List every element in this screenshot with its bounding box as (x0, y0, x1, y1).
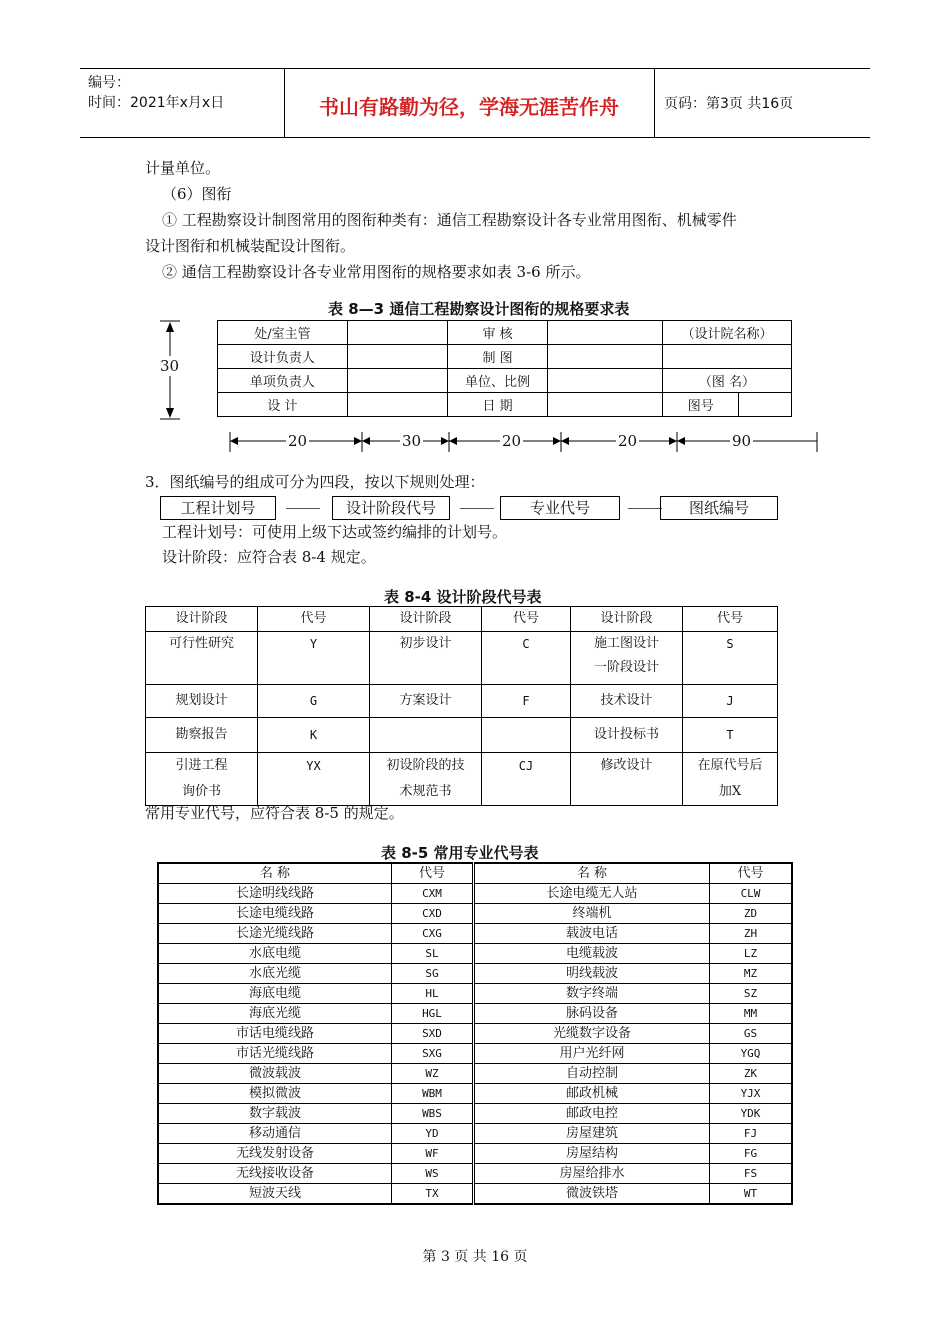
specialty-name-cell: 海底光缆 (158, 1004, 392, 1024)
table-header: 名 称 (474, 863, 710, 884)
specialty-name-cell: 数字载波 (158, 1104, 392, 1124)
specialty-name-cell: 光缆数字设备 (474, 1024, 710, 1044)
header-page-info: 页码：第3页 共16页 (664, 96, 794, 112)
table-header: 名 称 (158, 863, 392, 884)
table-row (158, 1024, 792, 1044)
table-cell: （图 名） (663, 369, 792, 393)
height-label: 30 (160, 357, 180, 375)
table-row (158, 884, 792, 904)
design-stage-table (145, 606, 778, 806)
specialty-code-cell: ZD (710, 904, 793, 924)
table-header: 代号 (482, 607, 571, 632)
specialty-name-cell: 长途光缆线路 (158, 924, 392, 944)
specialty-code-cell: SL (392, 944, 474, 964)
specialty-code-cell: FJ (710, 1124, 793, 1144)
code-segment-box: 设计阶段代号 (332, 496, 450, 520)
specialty-name-cell: 自动控制 (474, 1064, 710, 1084)
table-cell: 审 核 (447, 321, 547, 345)
specialty-code-cell: WS (392, 1164, 474, 1184)
specialty-code-cell: SZ (710, 984, 793, 1004)
specialty-name-cell: 长途电缆线路 (158, 904, 392, 924)
body-line: 设计阶段：应符合表 8-4 规定。 (162, 548, 376, 566)
specialty-name-cell: 短波天线 (158, 1184, 392, 1205)
specialty-code-cell: TX (392, 1184, 474, 1205)
header-number: 编号： (88, 75, 130, 91)
table-row (158, 964, 792, 984)
table-cell: 技术设计 (600, 693, 653, 708)
table-row (158, 1164, 792, 1184)
specialty-code-cell: WT (710, 1184, 793, 1205)
specialty-name-cell: 水底光缆 (158, 964, 392, 984)
header-motto: 书山有路勤为径，学海无涯苦作舟 (319, 95, 619, 119)
specialty-code-cell: MZ (710, 964, 793, 984)
specialty-code-cell: WBM (392, 1084, 474, 1104)
table-cell: Y (309, 637, 318, 651)
specialty-code-cell: YJX (710, 1084, 793, 1104)
table-header: 设计阶段 (571, 607, 683, 632)
specialty-code-cell: SG (392, 964, 474, 984)
specialty-code-cell: CXG (392, 924, 474, 944)
table-cell: 在原代号后 (697, 758, 763, 773)
table-row (158, 1124, 792, 1144)
table-cell (347, 369, 447, 393)
table-cell: YX (306, 759, 321, 773)
table-cell: 术规范书 (399, 784, 452, 799)
table-row (158, 1184, 792, 1205)
segment-connector (460, 508, 494, 509)
specialty-name-cell: 载波电话 (474, 924, 710, 944)
table-row (146, 753, 778, 806)
table-cell: 单项负责人 (218, 369, 348, 393)
table-row (146, 718, 778, 753)
width-label: 30 (402, 432, 422, 450)
table-row (158, 1064, 792, 1084)
table-cell: T (726, 728, 734, 742)
table-cell: C (522, 637, 530, 651)
table-cell (548, 393, 663, 417)
table-header: 设计阶段 (146, 607, 258, 632)
table-cell: 设 计 (218, 393, 348, 417)
table-cell: 询价书 (181, 784, 221, 799)
table-cell: S (726, 637, 734, 651)
body-line: 常用专业代号，应符合表 8-5 的规定。 (145, 804, 404, 822)
specialty-code-cell: CXM (392, 884, 474, 904)
table-row (158, 1104, 792, 1124)
code-segment-box: 专业代号 (500, 496, 620, 520)
table-caption: 表 8-5 常用专业代号表 (381, 844, 539, 862)
table-row (158, 1084, 792, 1104)
specialty-name-cell: 微波载波 (158, 1064, 392, 1084)
section-intro: 3．图纸编号的组成可分为四段，按以下规则处理： (145, 473, 485, 491)
specialty-name-cell: 明线载波 (474, 964, 710, 984)
table-cell (347, 393, 447, 417)
page-header (80, 68, 870, 138)
specialty-name-cell: 微波铁塔 (474, 1184, 710, 1205)
table-cell: 初设阶段的技 (386, 758, 465, 773)
body-line: ② 通信工程勘察设计各专业常用图衔的规格要求如表 3-6 所示。 (162, 263, 591, 281)
specialty-name-cell: 房屋建筑 (474, 1124, 710, 1144)
table-cell: 设计投标书 (593, 727, 659, 742)
specialty-code-cell: CXD (392, 904, 474, 924)
table-header: 代号 (710, 863, 793, 884)
code-segment-box: 图纸编号 (660, 496, 778, 520)
specialty-name-cell: 数字终端 (474, 984, 710, 1004)
specialty-name-cell: 无线接收设备 (158, 1164, 392, 1184)
specialty-code-cell: WZ (392, 1064, 474, 1084)
specialty-code-cell: ZK (710, 1064, 793, 1084)
header-meta (88, 73, 224, 113)
table-row (158, 904, 792, 924)
header-divider (654, 69, 655, 137)
table-caption: 表 8-4 设计阶段代号表 (384, 588, 542, 606)
specialty-name-cell: 市话电缆线路 (158, 1024, 392, 1044)
page-footer: 第 3 页 共 16 页 (422, 1249, 528, 1265)
specialty-code-cell: WF (392, 1144, 474, 1164)
specialty-name-cell: 电缆载波 (474, 944, 710, 964)
table-cell: 设计负责人 (218, 345, 348, 369)
table-cell: 引进工程 (175, 758, 228, 773)
body-line: 设计图衔和机械装配设计图衔。 (145, 237, 356, 255)
table-cell: （设计院名称） (663, 321, 792, 345)
table-row (158, 944, 792, 964)
specialty-code-cell: YD (392, 1124, 474, 1144)
specialty-code-cell: FG (710, 1144, 793, 1164)
specialty-name-cell: 终端机 (474, 904, 710, 924)
specialty-code-cell: HL (392, 984, 474, 1004)
table-row (158, 1004, 792, 1024)
specialty-name-cell: 海底电缆 (158, 984, 392, 1004)
table-header: 代号 (392, 863, 474, 884)
specialty-name-cell: 脉码设备 (474, 1004, 710, 1024)
table-cell: 勘察报告 (175, 727, 228, 742)
specialty-code-cell: YDK (710, 1104, 793, 1124)
specialty-code-cell: MM (710, 1004, 793, 1024)
specialty-name-cell: 模拟微波 (158, 1084, 392, 1104)
specialty-name-cell: 水底电缆 (158, 944, 392, 964)
table-cell: 施工图设计 (593, 636, 659, 651)
specialty-code-cell: WBS (392, 1104, 474, 1124)
specialty-name-cell: 房屋结构 (474, 1144, 710, 1164)
table-row (146, 685, 778, 718)
table-cell: 日 期 (447, 393, 547, 417)
table-cell: J (726, 694, 734, 708)
table-cell: K (309, 728, 318, 742)
table-cell: 修改设计 (600, 758, 653, 773)
specialty-name-cell: 市话光缆线路 (158, 1044, 392, 1064)
table-cell: 规划设计 (175, 693, 228, 708)
table-row (158, 1144, 792, 1164)
table-cell: 方案设计 (399, 693, 452, 708)
table-row (146, 632, 778, 685)
table-row (158, 984, 792, 1004)
table-cell: CJ (518, 759, 534, 773)
table-header: 代号 (683, 607, 778, 632)
table-caption: 表 8—3 通信工程勘察设计图衔的规格要求表 (328, 300, 630, 318)
title-block-table (217, 320, 792, 417)
table-header: 代号 (258, 607, 370, 632)
specialty-code-cell: FS (710, 1164, 793, 1184)
body-line: （6）图衔 (162, 185, 232, 203)
table-row (146, 607, 778, 632)
specialty-name-cell: 用户光纤网 (474, 1044, 710, 1064)
table-cell: 加X (718, 784, 742, 799)
width-label: 20 (618, 432, 638, 450)
specialty-name-cell: 房屋给排水 (474, 1164, 710, 1184)
code-segment-box: 工程计划号 (160, 496, 276, 520)
table-cell: 图号 (663, 393, 739, 417)
table-cell (347, 321, 447, 345)
specialty-name-cell: 移动通信 (158, 1124, 392, 1144)
header-time: 时间：2021年x月x日 (88, 95, 225, 111)
table-row (218, 393, 792, 417)
table-cell: 一阶段设计 (593, 660, 659, 675)
width-label: 20 (288, 432, 308, 450)
table-cell: G (309, 694, 318, 708)
specialty-code-cell: LZ (710, 944, 793, 964)
table-cell: 处/室主管 (218, 321, 348, 345)
table-row (158, 924, 792, 944)
table-row (218, 321, 792, 345)
table-cell: 单位、比例 (447, 369, 547, 393)
specialty-code-table (157, 862, 793, 1205)
table-cell: 制 图 (447, 345, 547, 369)
body-line: 计量单位。 (145, 159, 221, 177)
table-cell (548, 369, 663, 393)
table-row (218, 345, 792, 369)
specialty-name-cell: 邮政电控 (474, 1104, 710, 1124)
specialty-code-cell: YGQ (710, 1044, 793, 1064)
table-row (218, 369, 792, 393)
specialty-name-cell: 长途电缆无人站 (474, 884, 710, 904)
table-cell: F (522, 694, 530, 708)
segment-connector (286, 508, 320, 509)
width-label: 20 (502, 432, 522, 450)
table-cell (548, 345, 663, 369)
body-line: 工程计划号：可使用上级下达或签约编排的计划号。 (162, 523, 508, 541)
table-row (158, 863, 792, 884)
specialty-code-cell: SXD (392, 1024, 474, 1044)
specialty-code-cell: GS (710, 1024, 793, 1044)
specialty-code-cell: SXG (392, 1044, 474, 1064)
segment-connector (628, 508, 662, 509)
specialty-code-cell: CLW (710, 884, 793, 904)
body-line: ① 工程勘察设计制图常用的图衔种类有：通信工程勘察设计各专业常用图衔、机械零件 (162, 211, 737, 229)
specialty-name-cell: 邮政机械 (474, 1084, 710, 1104)
specialty-name-cell: 长途明线线路 (158, 884, 392, 904)
specialty-code-cell: ZH (710, 924, 793, 944)
specialty-code-cell: HGL (392, 1004, 474, 1024)
table-row (158, 1044, 792, 1064)
width-label: 90 (732, 432, 752, 450)
table-cell (663, 345, 792, 369)
table-cell (739, 393, 792, 417)
table-cell: 初步设计 (399, 636, 452, 651)
table-cell (347, 345, 447, 369)
table-cell (548, 321, 663, 345)
table-cell: 可行性研究 (168, 636, 234, 651)
table-header: 设计阶段 (370, 607, 482, 632)
specialty-name-cell: 无线发射设备 (158, 1144, 392, 1164)
